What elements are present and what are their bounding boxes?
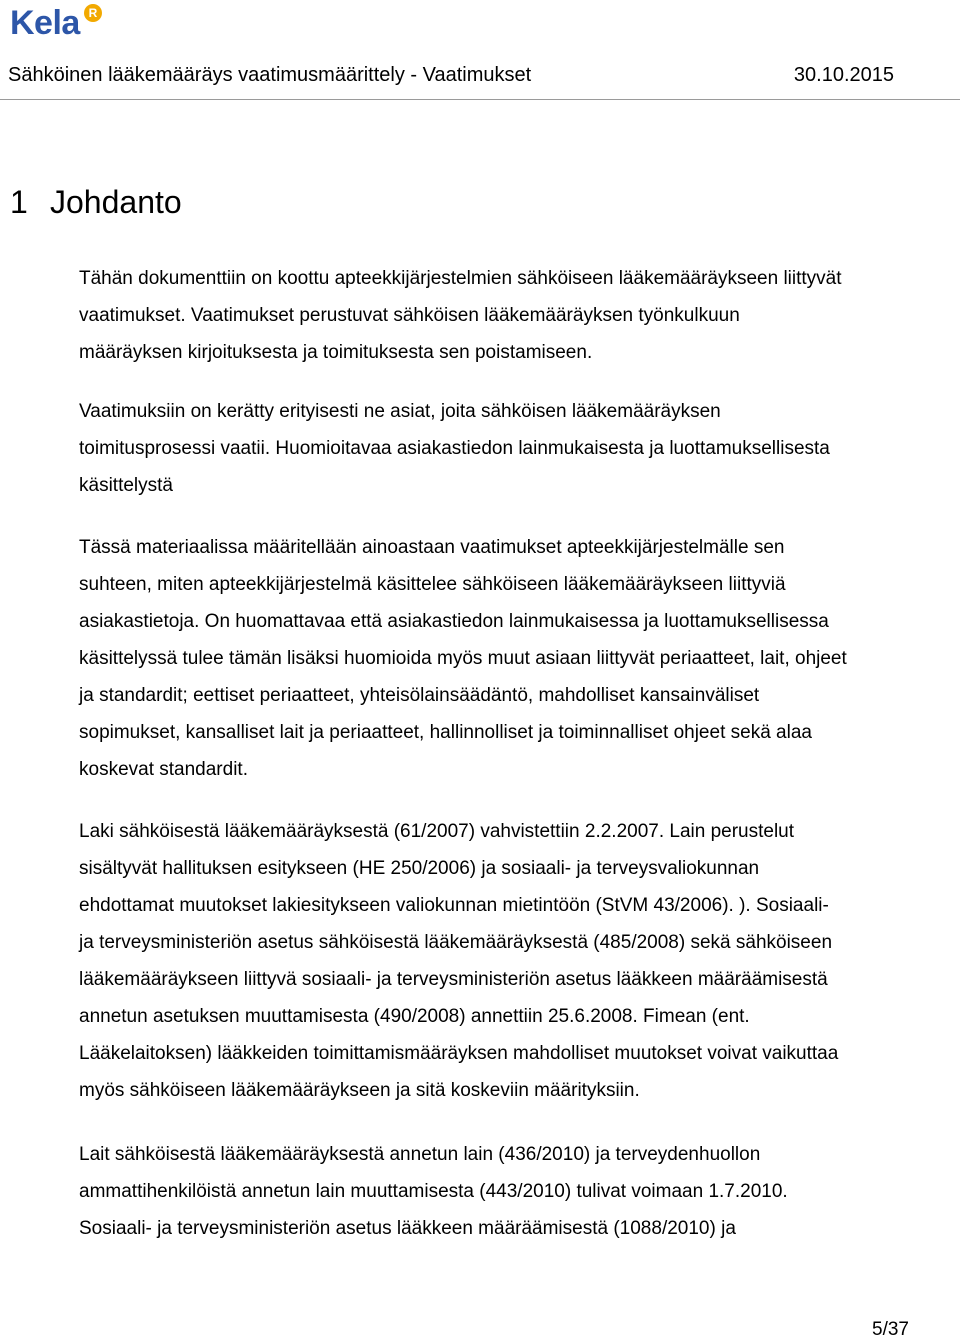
paragraph-line: Sosiaali- ja terveysministeriön asetus lääkkeen määräämisestä (1088/2010) ja <box>79 1218 736 1239</box>
document-header-date: 30.10.2015 <box>793 64 894 86</box>
paragraph-amendments <box>79 1136 959 1247</box>
paragraph-line: ammattihenkilöistä annetun lain muuttamisesta (443/2010) tulivat voimaan 1.7.2010. <box>79 1181 788 1202</box>
paragraph-line: myös sähköiseen lääkemääräykseen ja sitä koskeviin määrityksiin. <box>79 1080 640 1101</box>
paragraph-intro <box>79 260 959 371</box>
document-header-title: Sähköinen lääkemääräys vaatimusmäärittely - Vaatimukset <box>8 64 532 86</box>
paragraph-line: käsittelystä <box>79 475 173 496</box>
paragraph-legislation <box>79 813 959 1109</box>
logo-badge: R <box>84 4 102 22</box>
paragraph-line: suhteen, miten apteekkijärjestelmä käsittelee sähköiseen lääkemääräykseen liittyviä <box>79 574 786 595</box>
chapter-number: 1 <box>10 184 28 220</box>
paragraph-line: sopimukset, kansalliset lait ja periaatteet, hallinnolliset ja toiminnalliset ohjeet sekä alaa <box>79 722 812 743</box>
paragraph-requirements-scope <box>79 393 959 504</box>
chapter-title: Johdanto <box>50 184 182 220</box>
paragraph-line: ehdottamat muutokset lakiesitykseen valiokunnan mietintöön (StVM 43/2006). ). Sosiaali- <box>79 895 829 916</box>
paragraph-line: määräyksen kirjoituksesta ja toimituksesta sen poistamiseen. <box>79 342 593 363</box>
paragraph-line: lääkemääräykseen liittyvä sosiaali- ja terveysministeriön asetus lääkkeen määräämisestä <box>79 969 828 990</box>
paragraph-line: sisältyvät hallituksen esitykseen (HE 250/2006) ja sosiaali- ja terveysvaliokunnan <box>79 858 760 879</box>
paragraph-line: ja standardit; eettiset periaatteet, yhteisölainsäädäntö, mahdolliset kansainväliset <box>79 685 760 706</box>
paragraph-line: toimitusprosessi vaatii. Huomioitavaa asiakastiedon lainmukaisesta ja luottamuksellisesta <box>79 438 830 459</box>
chapter-heading <box>10 180 182 224</box>
paragraph-line: käsittelyssä tulee tämän lisäksi huomioida myös muut asiaan liittyvät periaatteet, lait, ohjeet <box>79 648 847 669</box>
logo-wordmark: Kela <box>10 4 80 42</box>
paragraph-line: ja terveysministeriön asetus sähköisestä lääkemääräyksestä (485/2008) sekä sähköiseen <box>79 932 833 953</box>
paragraph-line: Tähän dokumenttiin on koottu apteekkijärjestelmien sähköiseen lääkemääräykseen liittyvät <box>79 268 842 289</box>
page-number: 5/37 <box>872 1319 909 1340</box>
paragraph-line: Lait sähköisestä lääkemääräyksestä annetun lain (436/2010) ja terveydenhuollon <box>79 1144 761 1165</box>
paragraph-line: Tässä materiaalissa määritellään ainoastaan vaatimukset apteekkijärjestelmälle sen <box>79 537 785 558</box>
paragraph-line: koskevat standardit. <box>79 759 248 780</box>
paragraph-line: annetun asetuksen muuttamisesta (490/2008) annettiin 25.6.2008. Fimean (ent. <box>79 1006 750 1027</box>
paragraph-material-scope <box>79 529 959 788</box>
paragraph-line: vaatimukset. Vaatimukset perustuvat sähköisen lääkemääräyksen työnkulkuun <box>79 305 740 326</box>
paragraph-line: Laki sähköisestä lääkemääräyksestä (61/2007) vahvistettiin 2.2.2007. Lain perustelut <box>79 821 795 842</box>
header-divider <box>0 99 960 100</box>
paragraph-line: Vaatimuksiin on kerätty erityisesti ne asiat, joita sähköisen lääkemääräyksen <box>79 401 721 422</box>
paragraph-line: Lääkelaitoksen) lääkkeiden toimittamismääräyksen mahdolliset muutokset voivat vaikuttaa <box>79 1043 839 1064</box>
kela-logo <box>10 2 100 44</box>
paragraph-line: asiakastietoja. On huomattavaa että asiakastiedon lainmukaisessa ja luottamuksellisessa <box>79 611 829 632</box>
